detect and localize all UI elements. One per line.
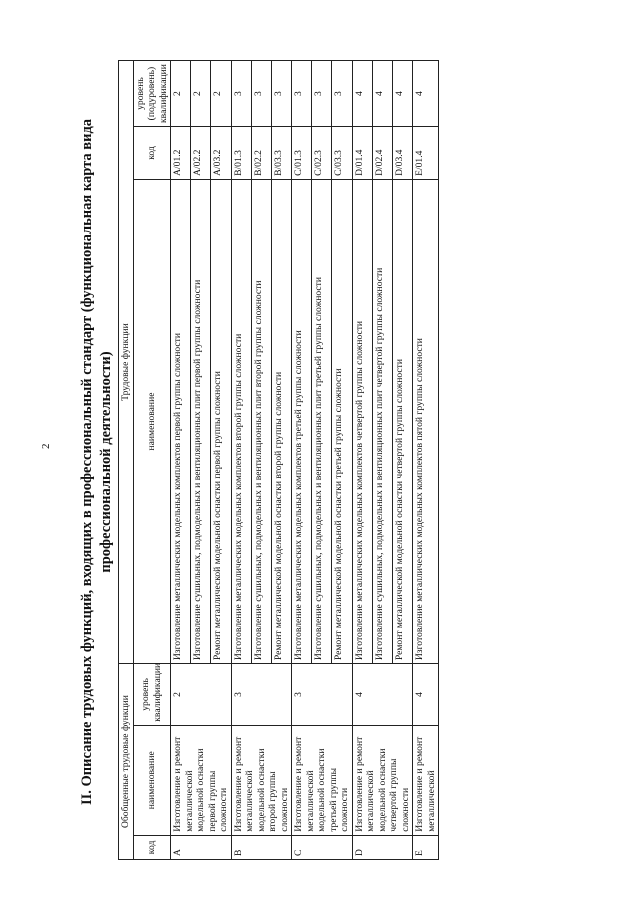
header-fn-level: уровень (подуровень) квалификации — [133, 61, 171, 127]
function-name: Ремонт металлической модельной оснастки второй группы сложности — [271, 179, 291, 663]
header-generalized: Обобщенные трудовые функции — [119, 664, 134, 860]
function-code: B/01.3 — [231, 127, 251, 180]
function-level: 4 — [413, 61, 439, 127]
function-level: 3 — [312, 61, 332, 127]
function-name: Изготовление металлических модельных комплектов второй группы сложности — [231, 179, 251, 663]
function-name: Изготовление металлических модельных комплектов четвертой группы сложности — [352, 179, 372, 663]
table-row — [292, 61, 312, 860]
function-level: 4 — [392, 61, 412, 127]
group-code: B — [231, 835, 292, 859]
function-level: 2 — [191, 61, 211, 127]
function-code: C/01.3 — [292, 127, 312, 180]
function-name: Ремонт металлической модельной оснастки третьей группы сложности — [332, 179, 352, 663]
group-level: 4 — [352, 664, 413, 726]
function-level: 3 — [251, 61, 271, 127]
group-name: Изготовление и ремонт металлической — [413, 725, 439, 835]
header-row-2 — [133, 61, 171, 860]
group-level: 3 — [231, 664, 292, 726]
function-level: 2 — [211, 61, 231, 127]
group-name: Изготовление и ремонт металлической модельной оснастки первой группы сложности — [171, 725, 232, 835]
table-row — [352, 61, 372, 860]
functional-map-table-wrap — [118, 60, 439, 860]
function-level: 3 — [271, 61, 291, 127]
section-title — [78, 72, 116, 852]
function-name: Ремонт металлической модельной оснастки первой группы сложности — [211, 179, 231, 663]
group-code: D — [352, 835, 413, 859]
header-gen-level: уровень квалификации — [133, 664, 171, 726]
header-row-1 — [119, 61, 134, 860]
functional-map-table — [118, 60, 439, 860]
function-name: Изготовление сушильных, подмодельных и вентиляционных плит четвертой группы сложности — [372, 179, 392, 663]
function-name: Изготовление сушильных, подмодельных и вентиляционных плит второй группы сложности — [251, 179, 271, 663]
header-gen-name: наименование — [133, 725, 171, 835]
table-body — [171, 61, 439, 860]
function-level: 3 — [231, 61, 251, 127]
function-code: B/03.3 — [271, 127, 291, 180]
section-title-line2: профессиональной деятельности) — [98, 351, 114, 573]
group-level: 2 — [171, 664, 232, 726]
header-gen-code: код — [133, 835, 171, 859]
function-code: A/02.2 — [191, 127, 211, 180]
group-name: Изготовление и ремонт металлической модельной оснастки второй группы сложности — [231, 725, 292, 835]
group-name: Изготовление и ремонт металлической модельной оснастки четвертой группы сложности — [352, 725, 413, 835]
function-name: Ремонт металлической модельной оснастки четвертой группы сложности — [392, 179, 412, 663]
function-level: 4 — [352, 61, 372, 127]
function-name: Изготовление сушильных, подмодельных и вентиляционных плит первой группы сложности — [191, 179, 211, 663]
function-code: A/01.2 — [171, 127, 191, 180]
function-level: 3 — [332, 61, 352, 127]
group-name: Изготовление и ремонт металлической модельной оснастки третьей группы сложности — [292, 725, 353, 835]
group-code: E — [413, 835, 439, 859]
function-name: Изготовление металлических модельных комплектов первой группы сложности — [171, 179, 191, 663]
table-row — [413, 61, 439, 860]
group-level: 4 — [413, 664, 439, 726]
function-level: 2 — [171, 61, 191, 127]
function-code: D/02.4 — [372, 127, 392, 180]
header-fn-code: код — [133, 127, 171, 180]
function-code: E/01.4 — [413, 127, 439, 180]
table-row — [171, 61, 191, 860]
function-level: 4 — [372, 61, 392, 127]
function-name: Изготовление сушильных, подмодельных и вентиляционных плит третьей группы сложности — [312, 179, 332, 663]
function-code: D/01.4 — [352, 127, 372, 180]
function-code: C/03.3 — [332, 127, 352, 180]
table-row — [231, 61, 251, 860]
function-code: D/03.4 — [392, 127, 412, 180]
page-number: 2 — [40, 443, 52, 449]
group-code: A — [171, 835, 232, 859]
group-level: 3 — [292, 664, 353, 726]
function-code: A/03.2 — [211, 127, 231, 180]
function-code: C/02.3 — [312, 127, 332, 180]
function-name: Изготовление металлических модельных комплектов третьей группы сложности — [292, 179, 312, 663]
group-code: C — [292, 835, 353, 859]
section-title-line1: II. Описание трудовых функций, входящих в профессиональный стандарт (функциональная карта вида — [79, 118, 95, 806]
function-level: 3 — [292, 61, 312, 127]
function-code: B/02.2 — [251, 127, 271, 180]
function-name: Изготовление металлических модельных комплектов пятой группы сложности — [413, 179, 439, 663]
header-fn-name: наименование — [133, 179, 171, 663]
header-labor: Трудовые функции — [119, 61, 134, 664]
